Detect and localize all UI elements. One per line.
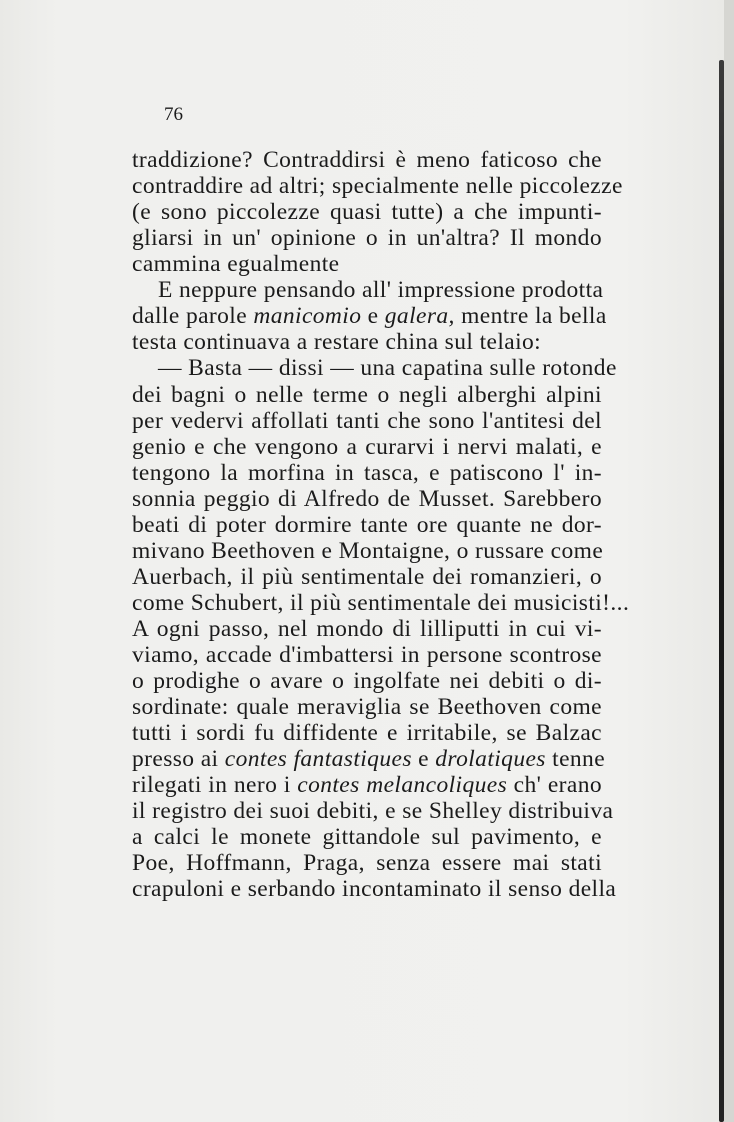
- text-line: [132, 485, 602, 513]
- italic-text: galera,: [384, 303, 455, 330]
- page-number: 76: [164, 104, 183, 125]
- text-segment: tenne: [545, 746, 606, 773]
- text-line: [132, 433, 602, 461]
- text-line: [132, 693, 602, 721]
- italic-text: contes melancoliques: [297, 772, 508, 799]
- text-segment: e: [411, 746, 436, 773]
- text-line: [158, 276, 602, 304]
- text-segment: ch' erano: [507, 772, 603, 799]
- text-segment: il registro dei suoi debiti, e se Shelley distribuiva: [132, 798, 614, 825]
- text-line: [132, 589, 630, 617]
- text-line: [132, 849, 602, 877]
- text-segment: sonnia peggio di Alfredo de Musset. Sarebbero: [132, 485, 602, 512]
- text-segment: — Basta — dissi — una capatina sulle rotonde: [158, 355, 617, 382]
- text-line: [132, 250, 340, 278]
- text-line: [132, 224, 602, 252]
- text-segment: tengono la morfina in tasca, e patiscono l' in-: [132, 459, 602, 486]
- text-segment: gliarsi in un' opinione o in un'altra? Il mondo: [132, 225, 602, 252]
- text-segment: rilegati in nero i: [132, 772, 298, 799]
- text-segment: a calci le monete gittandole sul pavimento, e: [132, 824, 602, 851]
- text-segment: testa continuava a restare china sul telaio:: [132, 329, 542, 356]
- italic-text: drolatiques: [435, 746, 546, 773]
- text-line: [132, 537, 602, 565]
- text-segment: cammina egualmente: [132, 251, 340, 278]
- text-line: [132, 302, 607, 330]
- text-line: [132, 875, 616, 903]
- text-segment: Auerbach, il più sentimentale dei romanzieri, o: [132, 563, 602, 590]
- text-line: [132, 719, 602, 747]
- text-segment: genio e che vengono a curarvi i nervi malati, e: [132, 433, 602, 460]
- text-segment: mivano Beethoven e Montaigne, o russare come: [132, 537, 604, 564]
- text-line: [132, 407, 602, 435]
- text-line: [132, 146, 602, 174]
- text-segment: crapuloni e serbando incontaminato il senso della: [132, 876, 617, 903]
- text-segment: per vedervi affollati tanti che sono l'antitesi del: [132, 407, 602, 434]
- italic-text: manicomio: [253, 303, 362, 330]
- text-segment: e: [361, 303, 385, 330]
- text-segment: tutti i sordi fu diffidente e irritabile, se Balzac: [132, 720, 602, 747]
- text-segment: dalle parole: [132, 303, 254, 330]
- text-segment: viamo, accade d'imbattersi in persone scontrose: [132, 642, 602, 668]
- text-line: [132, 459, 602, 487]
- text-segment: o prodighe o avare o ingolfate nei debiti o di-: [132, 668, 602, 694]
- text-line: [132, 641, 602, 669]
- text-segment: presso ai: [132, 746, 225, 773]
- text-segment: contraddire ad altri; specialmente nelle piccolezze: [132, 173, 623, 200]
- text-line: [132, 745, 606, 773]
- text-line: [132, 667, 602, 695]
- text-segment: mentre la bella: [454, 303, 607, 330]
- text-line: [132, 511, 602, 539]
- text-line: [132, 797, 614, 825]
- text-segment: A ogni passo, nel mondo di lilliputti in cui vi-: [132, 615, 602, 642]
- text-segment: come Schubert, il più sentimentale dei musicisti!...: [132, 589, 630, 616]
- italic-text: contes fantastiques: [224, 746, 412, 773]
- text-segment: dei bagni o nelle terme o negli alberghi alpini: [132, 381, 602, 408]
- page-edge-shadow: [724, 0, 734, 1122]
- text-segment: beati di poter dormire tante ore quante ne dor-: [132, 511, 602, 538]
- book-spine-edge: [719, 60, 724, 1122]
- text-line: [132, 771, 602, 799]
- text-line: [132, 328, 541, 356]
- text-segment: E neppure pensando all' impressione prodotta: [158, 277, 604, 304]
- text-line: [132, 198, 602, 226]
- text-line: [132, 172, 623, 200]
- text-line: [132, 823, 602, 851]
- text-segment: sordinate: quale meraviglia se Beethoven come: [132, 694, 602, 721]
- text-segment: traddizione? Contraddirsi è meno faticoso che: [132, 147, 602, 173]
- text-line: [132, 615, 602, 643]
- text-segment: (e sono piccolezze quasi tutte) a che impunti-: [132, 199, 602, 226]
- text-segment: Poe, Hoffmann, Praga, senza essere mai stati: [132, 850, 602, 877]
- text-line: [132, 381, 602, 409]
- text-line: [158, 354, 617, 382]
- text-line: [132, 563, 602, 591]
